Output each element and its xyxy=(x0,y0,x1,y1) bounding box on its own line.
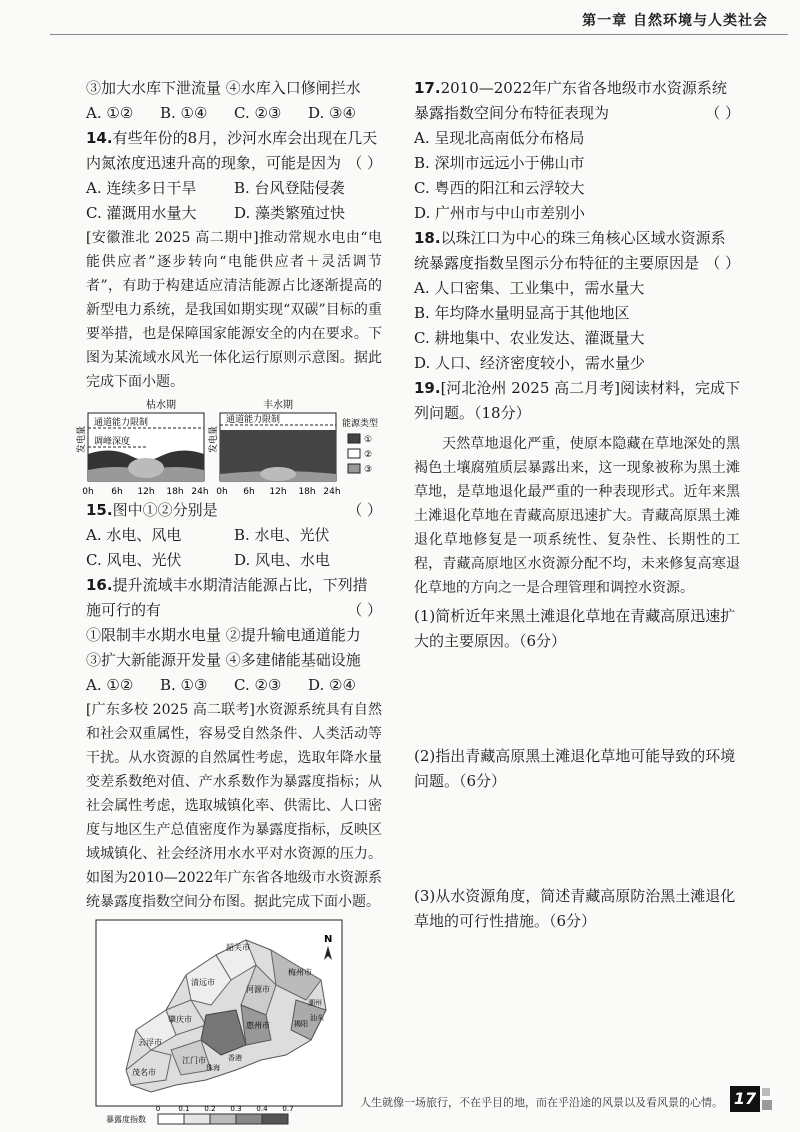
city-huizhou: 惠州市 xyxy=(246,1021,270,1030)
exposure-tick-0: 0 xyxy=(155,1105,161,1113)
header-rule xyxy=(50,34,788,35)
q15-number: 15. xyxy=(86,501,113,519)
exposure-swatch-3 xyxy=(210,1114,236,1124)
material-water-resources: [广东多校 2025 高二联考]水资源系统具有自然和社会双重属性，容易受自然条件、人类活动等干扰。从水资源的自然属性考虑，选取年降水量变差系数绝对值、产水系数作为暴露度指标；从社会属性考虑，选取城镇化率、供需比、人口密度与地区生产总值密度作为暴露度指标，反映区域城镇化、社会经济用水水平对水资源的压力。如图为2010—2022年广东省各地级市水资源系统暴露度指数空间分布图。据此完成下面小题。 xyxy=(86,702,382,910)
q15-option-b[interactable]: B. 水电、光伏 xyxy=(234,526,330,544)
city-zhuhai: 珠海 xyxy=(206,1064,220,1072)
q14-option-a[interactable]: A. 连续多日干旱 xyxy=(86,179,197,197)
exposure-legend-label: 暴露度指数 xyxy=(106,1115,146,1124)
q19-subquestion-2: (2)指出青藏高原黑土滩退化草地可能导致的环境问题。（6分） xyxy=(414,747,736,790)
exposure-tick-4: 0.4 xyxy=(256,1105,268,1113)
wet-energy-2-area xyxy=(260,467,296,481)
footer-quote: 人生就像一场旅行，不在乎目的地，而在乎沿途的风景以及看风景的心情。 xyxy=(360,1096,723,1109)
q18-option-d[interactable]: D. 人口、经济密度较小，需水量少 xyxy=(414,354,646,372)
q18-number: 18. xyxy=(414,229,441,247)
q13-option-c[interactable]: C. ②③ xyxy=(234,104,282,122)
dry-tick-0: 0h xyxy=(82,487,94,497)
q15-text: 图中①②分别是 xyxy=(112,501,218,519)
q19-answer-area-2[interactable] xyxy=(414,794,740,884)
q19-subquestion-3: (3)从水资源角度，简述青藏高原防治黑土滩退化草地的可行性措施。（6分） xyxy=(414,887,736,930)
q19-number: 19. xyxy=(414,379,441,397)
q13-option-d[interactable]: D. ③④ xyxy=(308,104,356,122)
legend-swatch-1 xyxy=(348,434,360,443)
legend-swatch-2 xyxy=(348,449,360,458)
q14-answer-bracket[interactable]: （ ） xyxy=(347,154,382,172)
city-meizhou: 梅州市 xyxy=(288,968,312,977)
q14-options-row2 xyxy=(86,201,382,226)
q19-subquestion-1: (1)简析近年来黑土滩退化草地在青藏高原迅速扩大的主要原因。（6分） xyxy=(414,607,736,650)
q15-option-c[interactable]: C. 风电、光伏 xyxy=(86,551,182,569)
q15-answer-bracket[interactable]: （ ） xyxy=(347,501,382,519)
q18-option-a[interactable]: A. 人口密集、工业集中，需水量大 xyxy=(414,279,645,297)
q16-answer-bracket[interactable]: （ ） xyxy=(347,601,382,619)
q17-option-a[interactable]: A. 呈现北高南低分布格局 xyxy=(414,129,585,147)
legend-title: 能源类型 xyxy=(342,419,379,429)
q16-stem xyxy=(86,573,382,623)
dry-tick-18: 18h xyxy=(166,487,184,497)
legend-label-3: ③ xyxy=(364,465,373,475)
city-shantou: 汕头 xyxy=(310,1014,324,1022)
q15-stem xyxy=(86,498,382,523)
q16-options xyxy=(86,673,382,698)
q18-option-c[interactable]: C. 耕地集中、农业发达、灌溉量大 xyxy=(414,329,645,347)
dry-tick-6: 6h xyxy=(111,487,123,497)
q18-option-b[interactable]: B. 年均降水量明显高于其他地区 xyxy=(414,304,630,322)
city-qingyuan: 清远市 xyxy=(191,978,215,987)
exposure-swatch-1 xyxy=(158,1114,184,1124)
q17-answer-bracket[interactable]: （ ） xyxy=(705,104,740,122)
wet-season-title: 丰水期 xyxy=(263,400,293,411)
q14-option-c[interactable]: C. 灌溉用水量大 xyxy=(86,204,197,222)
dry-capacity-label: 通道能力限制 xyxy=(94,418,149,428)
legend-swatch-3 xyxy=(348,464,360,473)
q18-text: 以珠江口为中心的珠三角核心区域水资源系统暴露度指数呈图示分布特征的主要原因是 xyxy=(414,229,726,272)
city-yunfu: 云浮市 xyxy=(138,1038,162,1047)
q17-option-b[interactable]: B. 深圳市远远小于佛山市 xyxy=(414,154,585,172)
q16-text: 提升流域丰水期清洁能源占比，下列措施可行的有 xyxy=(86,576,368,619)
q17-option-c[interactable]: C. 粤西的阳江和云浮较大 xyxy=(414,179,585,197)
city-hongkong: 香港 xyxy=(228,1054,242,1062)
exposure-swatch-2 xyxy=(184,1114,210,1124)
q16-choices-line2: ③扩大新能源开发量 ④多建储能基础设施 xyxy=(86,651,361,669)
q17-number: 17. xyxy=(414,79,441,97)
wet-tick-12: 12h xyxy=(269,487,287,497)
city-zhaoqing: 肇庆市 xyxy=(168,1015,192,1024)
legend-label-2: ② xyxy=(364,450,373,460)
hydro-wind-solar-chart xyxy=(77,398,382,498)
exposure-tick-3: 0.3 xyxy=(230,1105,242,1113)
q14-option-d[interactable]: D. 藻类繁殖过快 xyxy=(234,204,346,222)
left-column xyxy=(77,76,382,1132)
q17-option-d[interactable]: D. 广州市与中山市差别小 xyxy=(414,204,586,222)
wet-tick-24: 24h xyxy=(323,487,341,497)
q17-text: 2010—2022年广东省各地级市水资源系统暴露指数空间分布特征表现为 xyxy=(414,79,727,122)
q15-option-d[interactable]: D. 风电、水电 xyxy=(234,551,331,569)
wet-tick-6: 6h xyxy=(243,487,255,497)
dry-season-title: 枯水期 xyxy=(146,400,176,411)
city-maoming: 茂名市 xyxy=(132,1068,156,1077)
wet-capacity-label: 通道能力限制 xyxy=(226,415,281,425)
right-column xyxy=(414,76,740,934)
chapter-title: 第一章 自然环境与人类社会 xyxy=(582,13,768,29)
q13-options xyxy=(86,101,382,126)
exposure-swatch-5 xyxy=(262,1114,288,1124)
q14-text: 有些年份的8月，沙河水库会出现在几天内氮浓度迅速升高的现象，可能是因为 xyxy=(86,129,378,172)
q18-answer-bracket[interactable]: （ ） xyxy=(705,254,740,272)
q16-option-a[interactable]: A. ①② xyxy=(86,676,134,694)
city-heyuan: 河源市 xyxy=(246,985,270,994)
q15-option-a[interactable]: A. 水电、风电 xyxy=(86,526,182,544)
material-hydropower: [安徽淮北 2025 高二期中]推动常规水电由“电能供应者”逐步转向“电能供应者＋灵活调节者”，有助于构建适应清洁能源占比逐渐提高的新型电力系统，是我国如期实现“双碳”目标的重要举措，也是保障国家能源安全的内在要求。下图为某流域水风光一体化运行原则示意图。据此完成下面小题。 xyxy=(86,230,382,390)
q16-option-d[interactable]: D. ②④ xyxy=(308,676,356,694)
exposure-swatch-4 xyxy=(236,1114,262,1124)
q19-material: 天然草地退化严重，使原本隐藏在草地深处的黑褐色土壤腐殖质层暴露出来，这一现象被称为黑土滩草地，是草地退化最严重的一种表现形式。近年来黑土滩退化草地在青藏高原迅速扩大。青藏高原黑土滩退化草地修复是一项系统性、复杂性、长期性的工程，青藏高原地区水资源分配不均，未来修复高寒退化草地的方向之一是合理管理和调控水资源。 xyxy=(414,436,740,596)
q15-options-row2 xyxy=(86,548,382,573)
exposure-tick-5: 0.7 xyxy=(282,1105,294,1113)
north-arrow-label: N xyxy=(324,934,333,945)
page-number: 17 xyxy=(730,1086,760,1112)
city-shaoguan: 韶关市 xyxy=(226,943,250,952)
dry-ylabel: 发电量 xyxy=(77,425,87,453)
q16-option-b[interactable]: B. ①③ xyxy=(160,676,208,694)
q19-answer-area-1[interactable] xyxy=(414,654,740,744)
q18-stem xyxy=(414,226,740,276)
dry-energy-2-area xyxy=(128,458,164,478)
city-jieyang: 揭阳 xyxy=(294,1020,308,1028)
q15-options-row1 xyxy=(86,523,382,548)
dry-peak-label: 调峰深度 xyxy=(94,437,131,447)
q16-choices-line1: ①限制丰水期水电量 ②提升输电通道能力 xyxy=(86,626,361,644)
dry-tick-12: 12h xyxy=(137,487,155,497)
q14-stem xyxy=(86,126,382,176)
q14-options-row1 xyxy=(86,176,382,201)
wet-tick-18: 18h xyxy=(298,487,316,497)
city-jiangmen: 江门市 xyxy=(182,1056,206,1065)
chapter-header xyxy=(520,8,788,34)
city-chaozhou: 潮州 xyxy=(308,999,322,1007)
legend-label-1: ① xyxy=(364,435,373,445)
q13-options-line: ③加大水库下泄流量 ④水库入口修闸拦水 xyxy=(86,79,361,97)
q13-option-a[interactable]: A. ①② xyxy=(86,104,134,122)
exposure-tick-1: 0.1 xyxy=(178,1105,190,1113)
q16-number: 16. xyxy=(86,576,113,594)
q19-stem xyxy=(414,376,740,426)
wet-tick-0: 0h xyxy=(216,487,228,497)
q16-option-c[interactable]: C. ②③ xyxy=(234,676,282,694)
q13-option-b[interactable]: B. ①④ xyxy=(160,104,208,122)
q14-number: 14. xyxy=(86,129,113,147)
wet-ylabel: 发电量 xyxy=(209,425,219,453)
exposure-tick-2: 0.2 xyxy=(204,1105,216,1113)
guangdong-exposure-map xyxy=(96,920,346,1132)
q17-stem xyxy=(414,76,740,126)
q19-text: [河北沧州 2025 高二月考]阅读材料，完成下列问题。（18分） xyxy=(414,379,740,422)
dry-tick-24: 24h xyxy=(191,487,209,497)
deco-square-1 xyxy=(762,1088,770,1096)
deco-square-2 xyxy=(762,1100,772,1110)
q14-option-b[interactable]: B. 台风登陆侵袭 xyxy=(234,179,345,197)
